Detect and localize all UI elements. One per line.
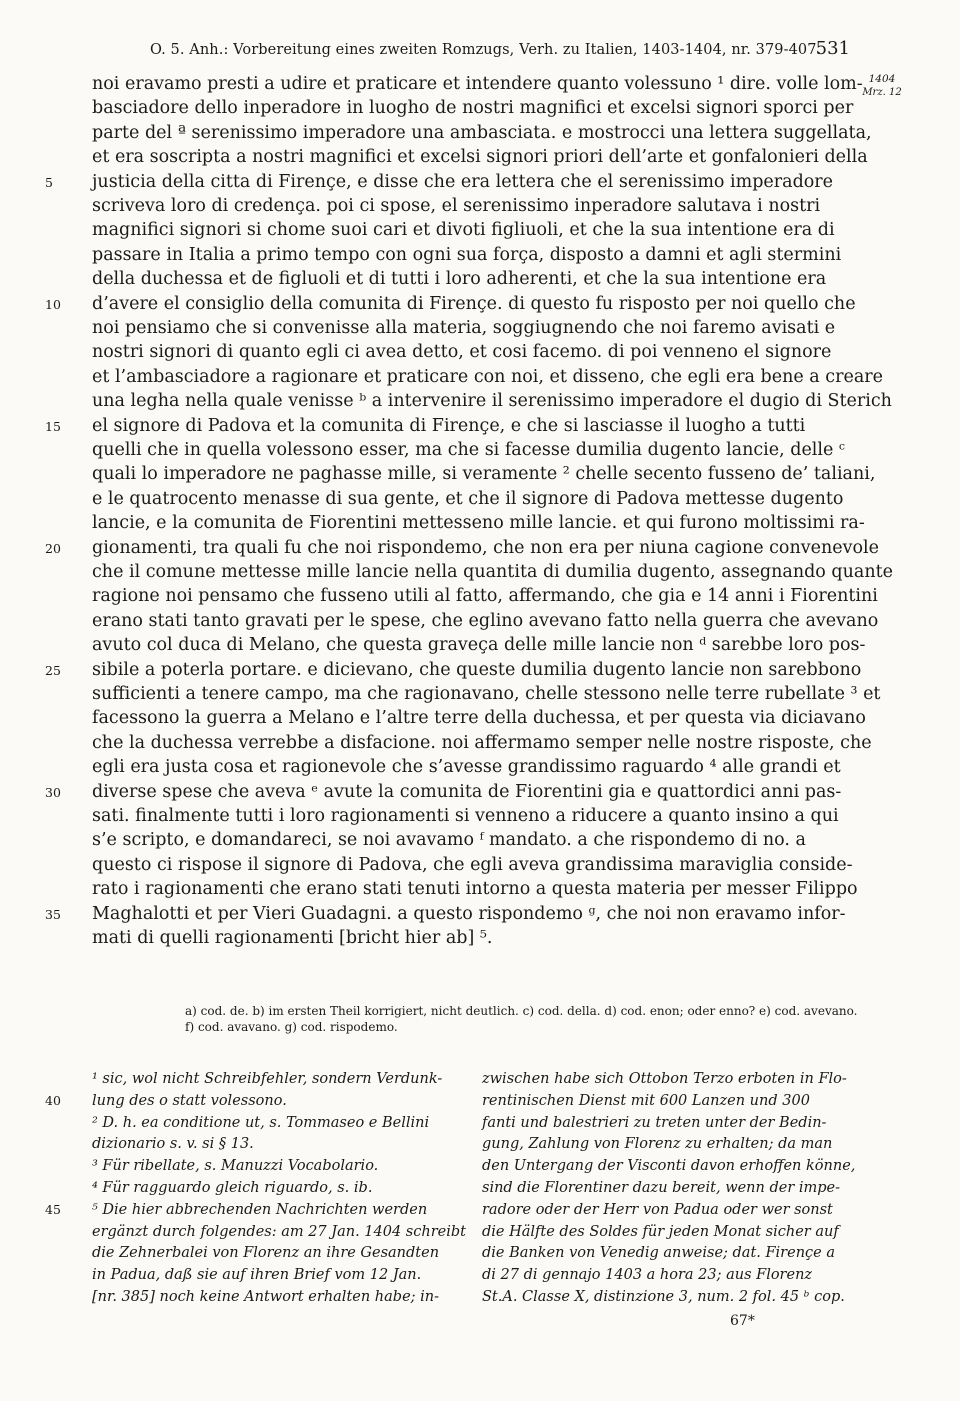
text-line: justicia della citta di Firençe, e disse che era lettera che el serenissimo imperadore (92, 171, 834, 192)
text-line: sufficienti a tenere campo, ma che ragionavano, chelle stessono nelle terre rubellate ³ et (92, 684, 881, 704)
critical-apparatus (185, 1003, 865, 1035)
text-line: et era soscripta a nostri magnifici et excelsi signori priori dell’arte et gonfalonieri della (92, 147, 868, 168)
text-line: magnifici signori si chome suoi cari et divoti figliuoli, et che la sua intentione era di (92, 220, 835, 241)
text-line: una legha nella quale venisse ᵇ a intervenire il serenissimo imperadore el dugio di Sterich (92, 391, 892, 412)
line-number: 15 (45, 418, 61, 434)
footnote-line: di 27 di gennajo 1403 a hora 23; aus Florenz (482, 1267, 813, 1284)
text-line: Maghalotti et per Vieri Guadagni. a questo rispondemo ᵍ, che noi non eravamo infor- (92, 903, 846, 924)
text-line: parte del ª serenissimo imperadore una ambasciata. e mostrocci una lettera suggellata, (92, 122, 872, 143)
text-line: questo ci rispose il signore di Padova, che egli aveva grandissima maraviglia conside- (92, 854, 853, 875)
footnote-line: sind die Florentiner dazu bereit, wenn der impe- (482, 1180, 841, 1196)
text-line: diverse spese che aveva ᵉ avute la comunita de Fiorentini gia e quattordici anni pas- (92, 781, 842, 802)
text-line: el signore di Padova et la comunita di Firençe, e che si lasciasse il luogho a tutti (92, 415, 806, 436)
running-title: O. 5. Anh.: Vorbereitung eines zweiten Romzugs, Verh. zu Italien, 1403-1404, nr. 379-407. (150, 42, 822, 58)
text-line: mati di quelli ragionamenti [bricht hier ab] ⁵. (92, 928, 493, 948)
apparatus-line: a) cod. de. b) im ersten Theil korrigiert, nicht deutlich. c) cod. della. d) cod. enon; oder enno? e) cod. avevano. (185, 1004, 858, 1018)
footnote-line: ergänzt durch folgendes: am 27 Jan. 1404 schreibt (92, 1223, 466, 1240)
margin-year: 1404 (868, 73, 896, 85)
footnote-line: [nr. 385] noch keine Antwort erhalten habe; in- (92, 1289, 440, 1305)
text-line: sati. finalmente tutti i loro ragionamenti si venneno a riducere a quanto insino a qui (92, 806, 839, 826)
text-line: d’avere el consiglio della comunita di Firençe. di questo fu risposto per noi quello che (92, 293, 856, 314)
line-number: 10 (45, 296, 61, 312)
footnote-line: fanti und balestrieri zu treten unter der Bedin- (482, 1114, 827, 1131)
running-header (150, 34, 850, 64)
apparatus-line: f) cod. avavano. g) cod. rispodemo. (185, 1020, 398, 1034)
text-line: ragione noi pensamo che fusseno utili al fatto, affermando, che gia e 14 anni i Fiorentini (92, 586, 878, 607)
text-line: facessono la guerra a Melano e l’altre terre della duchessa, et per questa via diciavano (92, 708, 866, 729)
footnote-line: die Banken von Venedig anweise; dat. Firençe a (482, 1245, 835, 1262)
text-line: gionamenti, tra quali fu che noi rispondemo, che non era per niuna cagione convenevole (92, 537, 879, 558)
footnote-line: lung des o statt volessono. (92, 1092, 287, 1109)
text-line: basciadore dello inperadore in luogho de nostri magnifici et excelsi signori sporci per (92, 98, 854, 119)
footnote-line: in Padua, daß sie auf ihren Brief vom 12 Jan. (92, 1267, 422, 1284)
footnote-line: die Hälfte des Soldes für jeden Monat sicher auf (482, 1223, 839, 1240)
margin-date (862, 72, 902, 100)
text-line: sibile a poterla portare. e dicievano, che queste dumilia dugento lancie non sarebbono (92, 659, 862, 680)
line-number: 45 (45, 1201, 61, 1217)
footnote-line: gung, Zahlung von Florenz zu erhalten; da man (482, 1136, 833, 1153)
text-line: erano stati tanto gravati per le spese, che eglino avevano fatto nella guerra che avevano (92, 610, 879, 631)
footnote-line: die Zehnerbalei von Florenz an ihre Gesandten (92, 1245, 440, 1262)
footnote-line: ¹ sic, wol nicht Schreibfehler, sondern Verdunk- (92, 1071, 443, 1087)
footnote-line: rentinischen Dienst mit 600 Lanzen und 300 (482, 1092, 810, 1109)
text-line: della duchessa et de figluoli et di tutti i loro adherenti, et che la sua intentione era (92, 269, 827, 290)
text-line: che il comune mettesse mille lancie nella quantita di dumilia dugento, assegnando quante (92, 562, 893, 582)
line-number: 5 (45, 174, 53, 190)
text-line: passare in Italia a primo tempo con ogni sua força, disposto a damni et agli stermini (92, 244, 842, 265)
text-line: e le quatrocento menasse di sua gente, et che il signore di Padova mettesse dugento (92, 488, 844, 509)
text-line: che la duchessa verrebbe a disfacione. noi affermamo semper nelle nostre risposte, che (92, 732, 872, 753)
line-number: 25 (45, 662, 61, 678)
footnote-line: ³ Für ribellate, s. Manuzzi Vocabolario. (92, 1158, 379, 1175)
text-line: lancie, e la comunita de Fiorentini mettesseno mille lancie. et qui furono moltissimi ra- (92, 513, 865, 534)
text-line: avuto col duca di Melano, che questa graveça delle mille lancie non ᵈ sarebbe loro pos- (92, 635, 866, 656)
text-line: quelli che in quella volessono esser, ma che si facesse dumilia dugento lancie, delle ᶜ (92, 440, 845, 460)
footnote-line: ² D. h. ea conditione ut, s. Tommaseo e Bellini (92, 1114, 430, 1131)
footnote-line: ⁵ Die hier abbrechenden Nachrichten werden (92, 1201, 428, 1218)
footnote-line: St.A. Classe X, distinzione 3, num. 2 fol. 45 ᵇ cop. (482, 1289, 845, 1305)
text-line: scriveva loro di credença. poi ci spose, el serenissimo inperadore salutava i nostri (92, 196, 821, 216)
footnote-line: zwischen habe sich Ottobon Terzo erboten in Flo- (482, 1071, 847, 1087)
text-line: et l’ambasciadore a ragionare et praticare con noi, et disseno, che egli era bene a creare (92, 366, 883, 387)
text-line: noi pensiamo che si convenisse alla materia, soggiugnendo che noi faremo avisati e (92, 318, 836, 338)
page-number: 531 (815, 38, 850, 59)
line-number: 35 (45, 906, 61, 922)
signature-mark: 67* (730, 1312, 755, 1329)
margin-day: Mrz. 12 (862, 87, 902, 98)
text-line: egli era justa cosa et ragionevole che s’avesse grandissimo raguardo ⁴ alle grandi et (92, 757, 841, 778)
text-line: rato i ragionamenti che erano stati tenuti intorno a questa materia per messer Filippo (92, 879, 858, 900)
text-line: noi eravamo presti a udire et praticare et intendere quanto volessuno ¹ dire. volle lom- (92, 74, 863, 94)
text-line: quali lo imperadore ne paghasse mille, si veramente ² chelle secento fusseno de’ taliani, (92, 464, 876, 485)
footnote-line: ⁴ Für ragguardo gleich riguardo, s. ib. (92, 1180, 373, 1196)
footnote-line: radore oder der Herr von Padua oder wer sonst (482, 1201, 833, 1218)
line-number: 20 (45, 540, 61, 556)
text-line: s’e scripto, e domandareci, se noi avavamo ᶠ mandato. a che rispondemo di no. a (92, 830, 806, 851)
footnote-line: dizionario s. v. si § 13. (92, 1136, 254, 1153)
footnote-line: den Untergang der Visconti davon erhoffen könne, (482, 1158, 856, 1175)
line-number: 40 (45, 1092, 61, 1108)
text-line: nostri signori di quanto egli ci avea detto, et cosi facemo. di poi venneno el signore (92, 342, 832, 363)
line-number: 30 (45, 784, 61, 800)
